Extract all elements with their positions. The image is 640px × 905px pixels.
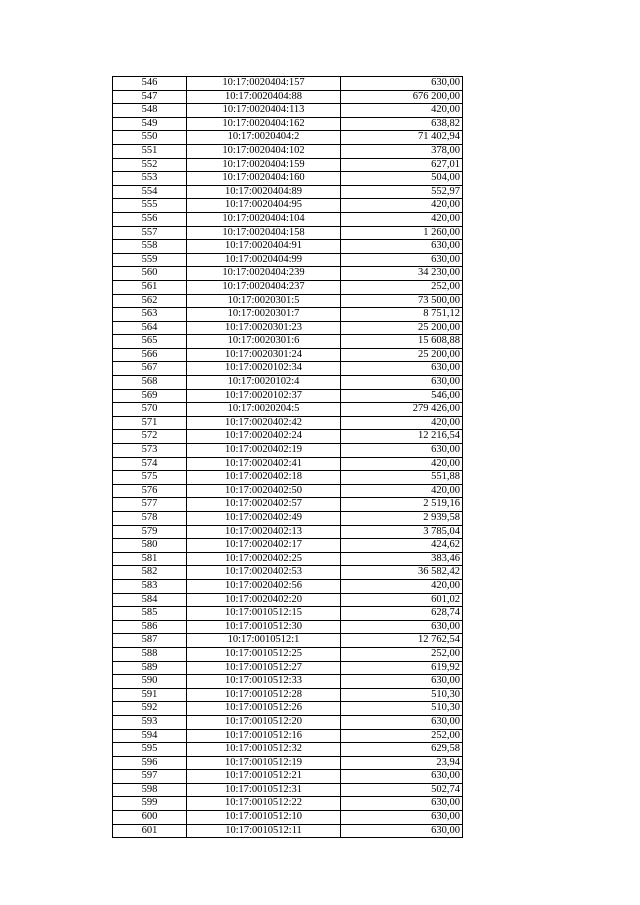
cadastral-number: 10:17:0020402:25 [187,552,341,566]
amount: 630,00 [341,797,463,811]
table-row [113,824,463,838]
row-number: 560 [113,267,187,281]
table-row [113,647,463,661]
cadastral-number: 10:17:0020402:42 [187,416,341,430]
cadastral-number: 10:17:0020404:158 [187,226,341,240]
amount: 420,00 [341,416,463,430]
table-row [113,104,463,118]
amount: 630,00 [341,811,463,825]
row-number: 573 [113,444,187,458]
amount: 3 785,04 [341,525,463,539]
row-number: 580 [113,539,187,553]
amount: 25 200,00 [341,348,463,362]
table-row [113,552,463,566]
row-number: 553 [113,172,187,186]
table-row [113,675,463,689]
table-row [113,484,463,498]
row-number: 563 [113,308,187,322]
cadastral-number: 10:17:0020402:19 [187,444,341,458]
row-number: 567 [113,362,187,376]
amount: 23,94 [341,756,463,770]
row-number: 569 [113,389,187,403]
cadastral-number: 10:17:0020402:24 [187,430,341,444]
row-number: 549 [113,117,187,131]
cadastral-number: 10:17:0010512:20 [187,715,341,729]
row-number: 601 [113,824,187,838]
cadastral-number: 10:17:0010512:11 [187,824,341,838]
amount: 630,00 [341,240,463,254]
cadastral-number: 10:17:0010512:30 [187,620,341,634]
cadastral-number: 10:17:0020301:5 [187,294,341,308]
amount: 676 200,00 [341,90,463,104]
cadastral-number: 10:17:0020402:13 [187,525,341,539]
amount: 630,00 [341,77,463,91]
amount: 552,97 [341,185,463,199]
amount: 630,00 [341,253,463,267]
amount: 2 939,58 [341,512,463,526]
row-number: 583 [113,579,187,593]
amount: 546,00 [341,389,463,403]
amount: 420,00 [341,484,463,498]
amount: 619,92 [341,661,463,675]
cadastral-number: 10:17:0020404:162 [187,117,341,131]
row-number: 577 [113,498,187,512]
row-number: 556 [113,212,187,226]
table-row [113,783,463,797]
table-row [113,117,463,131]
amount: 420,00 [341,457,463,471]
row-number: 594 [113,729,187,743]
amount: 383,46 [341,552,463,566]
cadastral-number: 10:17:0010512:19 [187,756,341,770]
cadastral-number: 10:17:0010512:32 [187,743,341,757]
table-row [113,634,463,648]
row-number: 590 [113,675,187,689]
table-row [113,144,463,158]
cadastral-number: 10:17:0020404:237 [187,280,341,294]
cadastral-number: 10:17:0010512:28 [187,688,341,702]
row-number: 578 [113,512,187,526]
amount: 630,00 [341,444,463,458]
cadastral-number: 10:17:0010512:33 [187,675,341,689]
table-row [113,457,463,471]
cadastral-number: 10:17:0010512:31 [187,783,341,797]
amount: 630,00 [341,824,463,838]
cadastral-number: 10:17:0020204:5 [187,403,341,417]
table-row [113,661,463,675]
row-number: 565 [113,335,187,349]
row-number: 599 [113,797,187,811]
cadastral-number: 10:17:0020404:88 [187,90,341,104]
cadastral-number: 10:17:0020402:41 [187,457,341,471]
row-number: 572 [113,430,187,444]
amount: 378,00 [341,144,463,158]
amount: 36 582,42 [341,566,463,580]
cadastral-number: 10:17:0020301:6 [187,335,341,349]
amount: 630,00 [341,675,463,689]
cadastral-number: 10:17:0020402:56 [187,579,341,593]
cadastral-number: 10:17:0020402:20 [187,593,341,607]
table-row [113,185,463,199]
table-row [113,607,463,621]
cadastral-number: 10:17:0020402:17 [187,539,341,553]
row-number: 598 [113,783,187,797]
table-row [113,158,463,172]
table-row [113,403,463,417]
cadastral-number: 10:17:0020402:57 [187,498,341,512]
row-number: 600 [113,811,187,825]
table-row [113,566,463,580]
table-row [113,226,463,240]
amount: 630,00 [341,770,463,784]
table-row [113,90,463,104]
cadastral-number: 10:17:0020102:34 [187,362,341,376]
amount: 252,00 [341,280,463,294]
cadastral-number: 10:17:0020404:157 [187,77,341,91]
amount: 630,00 [341,362,463,376]
table-row [113,131,463,145]
table-row [113,253,463,267]
cadastral-number: 10:17:0020404:113 [187,104,341,118]
row-number: 574 [113,457,187,471]
table-row [113,593,463,607]
table-row [113,240,463,254]
amount: 630,00 [341,715,463,729]
amount: 73 500,00 [341,294,463,308]
amount: 12 216,54 [341,430,463,444]
table-row [113,389,463,403]
row-number: 588 [113,647,187,661]
amount: 510,30 [341,702,463,716]
cadastral-number: 10:17:0010512:26 [187,702,341,716]
table-row [113,376,463,390]
amount: 638,82 [341,117,463,131]
cadastral-number: 10:17:0010512:16 [187,729,341,743]
cadastral-number: 10:17:0020402:53 [187,566,341,580]
amount: 15 608,88 [341,335,463,349]
table-row [113,579,463,593]
cadastral-number: 10:17:0020404:160 [187,172,341,186]
table-row [113,77,463,91]
table-row [113,702,463,716]
cadastral-number: 10:17:0020102:4 [187,376,341,390]
table-row [113,525,463,539]
row-number: 558 [113,240,187,254]
amount: 628,74 [341,607,463,621]
table-row [113,512,463,526]
table-row [113,267,463,281]
cadastral-number: 10:17:0020402:18 [187,471,341,485]
cadastral-number: 10:17:0020404:95 [187,199,341,213]
table-row [113,172,463,186]
cadastral-number: 10:17:0020404:2 [187,131,341,145]
cadastral-number: 10:17:0020404:99 [187,253,341,267]
cadastral-number: 10:17:0010512:25 [187,647,341,661]
row-number: 597 [113,770,187,784]
row-number: 561 [113,280,187,294]
row-number: 550 [113,131,187,145]
amount: 627,01 [341,158,463,172]
cadastral-number: 10:17:0020301:24 [187,348,341,362]
table-row [113,416,463,430]
amount: 420,00 [341,212,463,226]
amount: 2 519,16 [341,498,463,512]
row-number: 551 [113,144,187,158]
cadastral-number: 10:17:0020301:23 [187,321,341,335]
amount: 504,00 [341,172,463,186]
cadastral-number: 10:17:0020301:7 [187,308,341,322]
row-number: 547 [113,90,187,104]
row-number: 581 [113,552,187,566]
table-row [113,199,463,213]
cadastral-number: 10:17:0020102:37 [187,389,341,403]
row-number: 584 [113,593,187,607]
amount: 279 426,00 [341,403,463,417]
amount: 510,30 [341,688,463,702]
amount: 1 260,00 [341,226,463,240]
amount: 25 200,00 [341,321,463,335]
cadastral-number: 10:17:0020404:91 [187,240,341,254]
row-number: 586 [113,620,187,634]
amount: 8 751,12 [341,308,463,322]
table-row [113,348,463,362]
table-row [113,280,463,294]
row-number: 552 [113,158,187,172]
cadastral-number: 10:17:0020402:50 [187,484,341,498]
cadastral-number: 10:17:0020404:102 [187,144,341,158]
amount: 630,00 [341,376,463,390]
amount: 420,00 [341,104,463,118]
table-row [113,715,463,729]
table-row [113,743,463,757]
table-row [113,308,463,322]
table-row [113,539,463,553]
table-row [113,620,463,634]
amount: 71 402,94 [341,131,463,145]
cadastral-number: 10:17:0010512:22 [187,797,341,811]
row-number: 571 [113,416,187,430]
table-row [113,335,463,349]
row-number: 555 [113,199,187,213]
table-row [113,212,463,226]
amount: 34 230,00 [341,267,463,281]
table-row [113,294,463,308]
cadastral-number: 10:17:0020404:159 [187,158,341,172]
row-number: 582 [113,566,187,580]
row-number: 564 [113,321,187,335]
cadastral-number: 10:17:0020404:239 [187,267,341,281]
cadastral-number: 10:17:0010512:10 [187,811,341,825]
amount: 252,00 [341,647,463,661]
table-row [113,688,463,702]
row-number: 593 [113,715,187,729]
row-number: 557 [113,226,187,240]
amount: 630,00 [341,620,463,634]
amount: 420,00 [341,199,463,213]
row-number: 546 [113,77,187,91]
amount: 424,62 [341,539,463,553]
row-number: 575 [113,471,187,485]
table-row [113,729,463,743]
table-row [113,471,463,485]
table-row [113,321,463,335]
table-row [113,756,463,770]
cadastral-number: 10:17:0010512:15 [187,607,341,621]
row-number: 595 [113,743,187,757]
row-number: 554 [113,185,187,199]
cadastral-table-body [113,77,463,838]
table-row [113,811,463,825]
table-row [113,444,463,458]
table-row [113,430,463,444]
row-number: 579 [113,525,187,539]
cadastral-number: 10:17:0020404:89 [187,185,341,199]
cadastral-number: 10:17:0010512:27 [187,661,341,675]
cadastral-number: 10:17:0020402:49 [187,512,341,526]
row-number: 592 [113,702,187,716]
amount: 502,74 [341,783,463,797]
row-number: 568 [113,376,187,390]
amount: 420,00 [341,579,463,593]
row-number: 585 [113,607,187,621]
amount: 12 762,54 [341,634,463,648]
table-row [113,797,463,811]
amount: 551,88 [341,471,463,485]
table-row [113,362,463,376]
amount: 629,58 [341,743,463,757]
row-number: 576 [113,484,187,498]
amount: 601,02 [341,593,463,607]
amount: 252,00 [341,729,463,743]
row-number: 596 [113,756,187,770]
row-number: 570 [113,403,187,417]
row-number: 566 [113,348,187,362]
cadastral-number: 10:17:0020404:104 [187,212,341,226]
row-number: 589 [113,661,187,675]
cadastral-number: 10:17:0010512:21 [187,770,341,784]
table-row [113,498,463,512]
cadastral-number: 10:17:0010512:1 [187,634,341,648]
table-row [113,770,463,784]
row-number: 548 [113,104,187,118]
row-number: 587 [113,634,187,648]
row-number: 562 [113,294,187,308]
cadastral-table [112,76,463,838]
row-number: 591 [113,688,187,702]
row-number: 559 [113,253,187,267]
